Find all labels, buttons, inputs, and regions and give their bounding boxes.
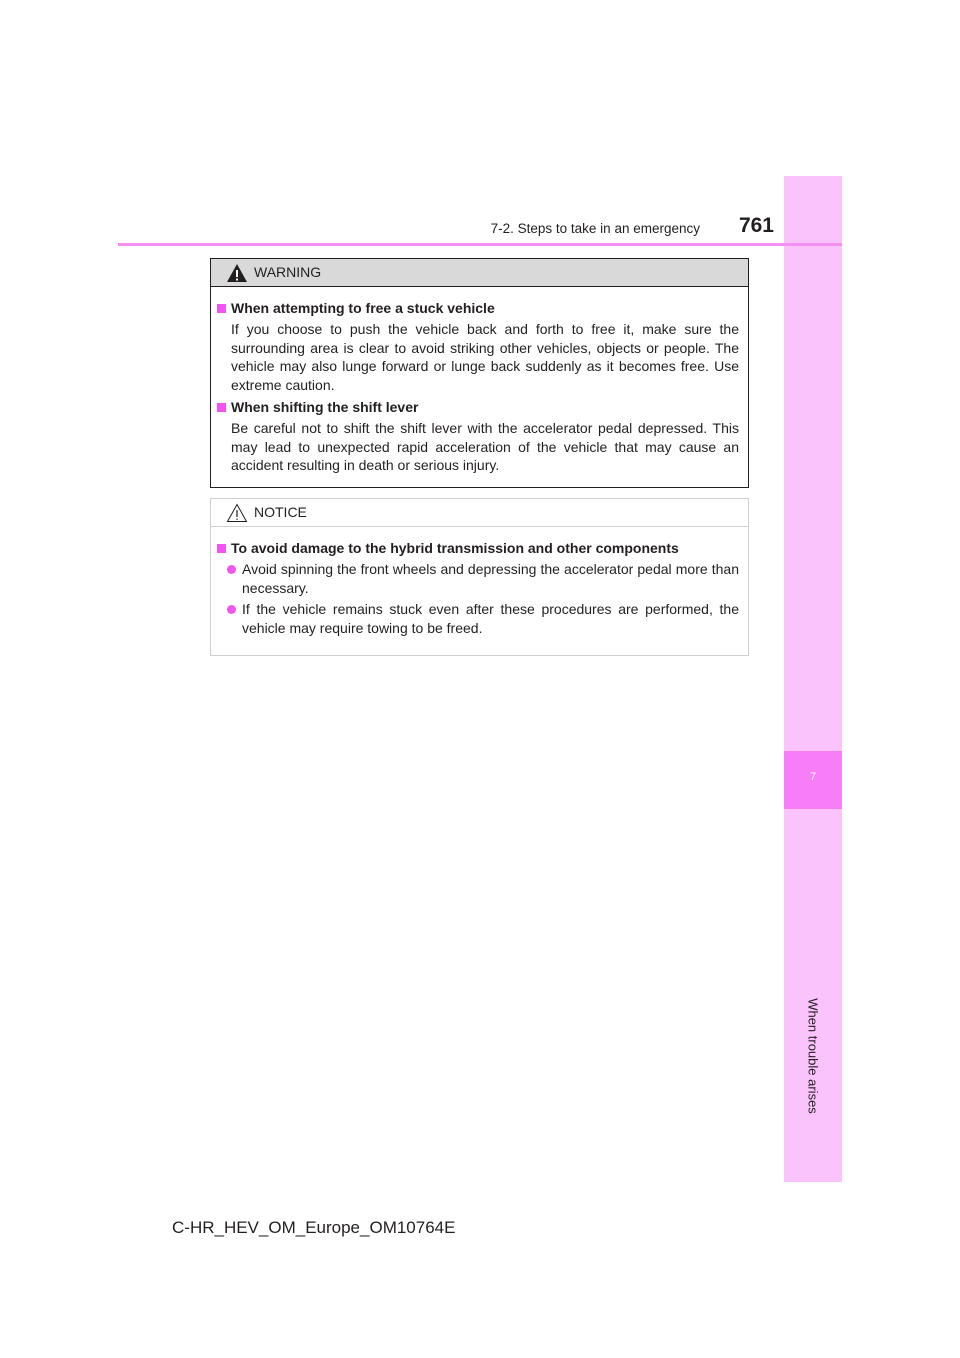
warning-heading-stuck-vehicle bbox=[217, 299, 739, 318]
heading-text: When shifting the shift lever bbox=[231, 399, 419, 415]
warning-body bbox=[211, 287, 748, 475]
bullet-text: If the vehicle remains stuck even after these procedures are performed, the vehicle may require towing to be freed. bbox=[242, 601, 739, 636]
round-bullet-icon bbox=[227, 605, 236, 614]
list-item bbox=[217, 560, 739, 597]
section-title: 7-2. Steps to take in an emergency bbox=[490, 221, 700, 236]
warning-text-shift-lever: Be careful not to shift the shift lever with the accelerator pedal depressed. This may lead to unexpected rapid acceleration of the vehicle that may cause an accident resulting in death or serious injury. bbox=[231, 420, 739, 473]
chapter-title: When trouble arises bbox=[805, 998, 821, 1114]
square-bullet-icon bbox=[217, 403, 226, 412]
notice-header bbox=[211, 499, 748, 527]
warning-heading-shift-lever bbox=[217, 398, 739, 417]
chapter-number: 7 bbox=[809, 771, 817, 783]
chapter-side-tab bbox=[784, 176, 842, 1182]
page-number: 761 bbox=[738, 214, 774, 237]
document-code: C-HR_HEV_OM_Europe_OM10764E bbox=[172, 1218, 456, 1237]
notice-triangle-icon bbox=[226, 503, 248, 523]
notice-label: NOTICE bbox=[254, 504, 307, 520]
square-bullet-icon bbox=[217, 304, 226, 313]
heading-text: When attempting to free a stuck vehicle bbox=[231, 300, 495, 316]
warning-box bbox=[210, 258, 749, 488]
warning-header bbox=[211, 259, 748, 287]
list-item bbox=[217, 600, 739, 637]
notice-body bbox=[211, 527, 748, 637]
warning-text-stuck-vehicle: If you choose to push the vehicle back and forth to free it, make sure the surrounding area is clear to avoid striking other vehicles, objects or people. The vehicle may also lunge forward or lunge back suddenly as it becomes free. Use extreme caution. bbox=[231, 321, 739, 393]
round-bullet-icon bbox=[227, 565, 236, 574]
warning-label: WARNING bbox=[254, 264, 322, 280]
notice-box bbox=[210, 498, 749, 656]
notice-heading bbox=[217, 539, 739, 558]
header-divider bbox=[118, 243, 842, 246]
bullet-text: Avoid spinning the front wheels and depressing the accelerator pedal more than necessary. bbox=[242, 561, 739, 596]
heading-text: To avoid damage to the hybrid transmission and other components bbox=[231, 540, 679, 556]
warning-triangle-icon bbox=[226, 263, 248, 283]
square-bullet-icon bbox=[217, 544, 226, 553]
